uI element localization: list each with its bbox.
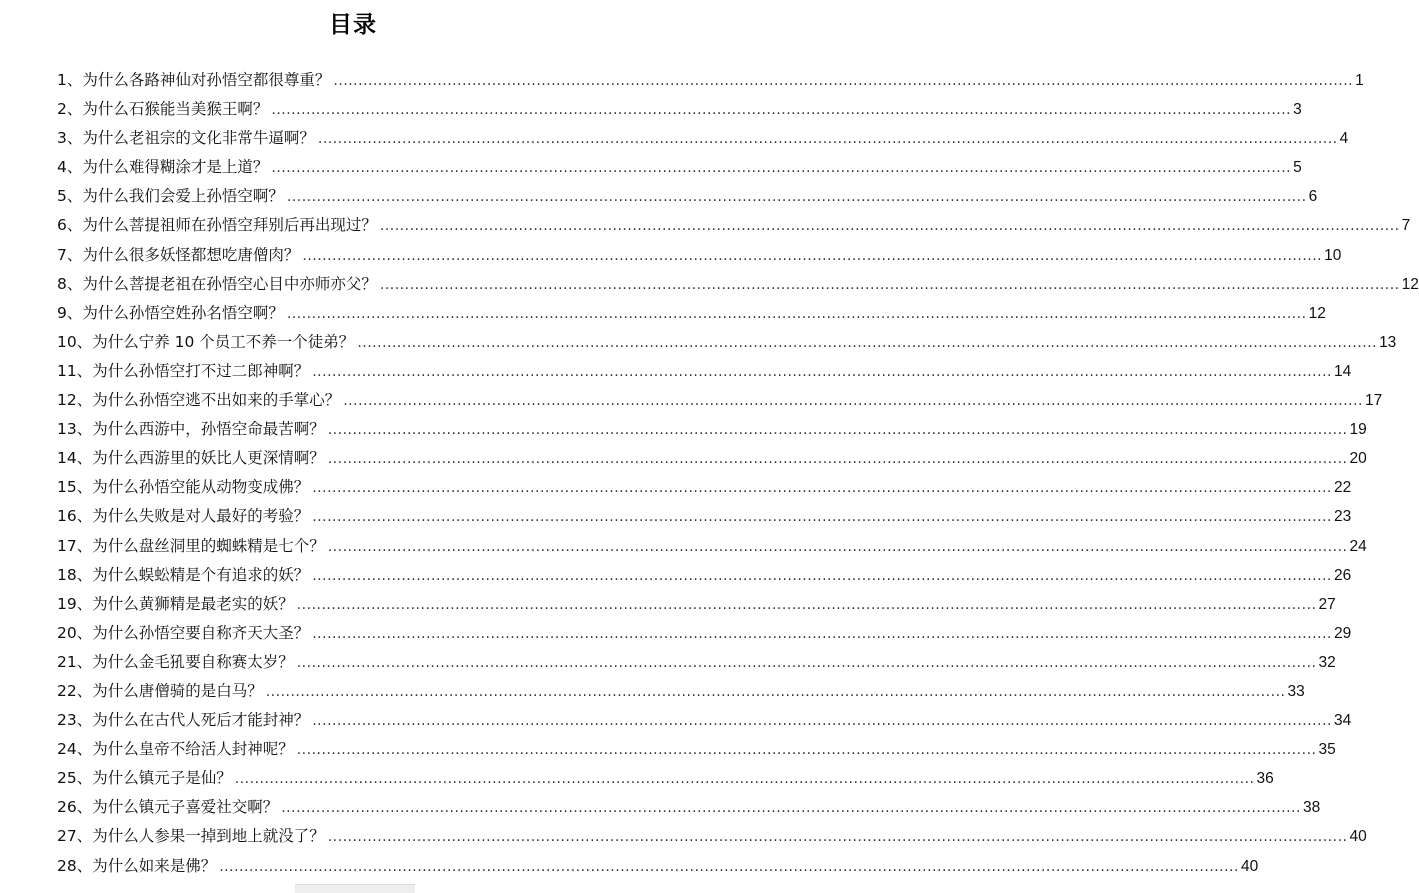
toc-entry-title: 1、为什么各路神仙对孙悟空都很尊重？ bbox=[57, 71, 331, 89]
toc-page-number: 3 bbox=[1293, 101, 1302, 119]
toc-entry-title: 5、为什么我们会爱上孙悟空啊？ bbox=[57, 187, 284, 206]
toc-page-number: 40 bbox=[1349, 828, 1367, 846]
toc-page-number: 29 bbox=[1333, 624, 1352, 642]
toc-dot-leader: .............................................................................................................................................................................................................. bbox=[327, 538, 1348, 555]
toc-page-number: 24 bbox=[1349, 537, 1367, 555]
toc-dot-leader: .............................................................................................................................................................................................................. bbox=[312, 509, 1332, 526]
toc-page-number: 22 bbox=[1333, 479, 1352, 497]
toc-dot-leader: .............................................................................................................................................................................................................. bbox=[296, 596, 1317, 613]
toc-dot-leader: .............................................................................................................................................................................................................. bbox=[296, 742, 1317, 759]
toc-entry bbox=[57, 95, 1302, 124]
toc-dot-leader: .............................................................................................................................................................................................................. bbox=[271, 160, 1292, 177]
toc-page-number: 27 bbox=[1318, 595, 1336, 613]
toc-entry-title: 24、为什么皇帝不给活人封神呢？ bbox=[57, 740, 294, 759]
toc-entry-title: 28、为什么如来是佛？ bbox=[57, 856, 217, 875]
toc-entry bbox=[57, 270, 1419, 299]
toc-entry bbox=[57, 561, 1352, 590]
toc-entry bbox=[57, 648, 1336, 677]
toc-dot-leader: .............................................................................................................................................................................................................. bbox=[327, 829, 1348, 846]
toc-dot-leader: .............................................................................................................................................................................................................. bbox=[296, 654, 1317, 671]
toc-entry-title: 21、为什么金毛犼要自称赛太岁？ bbox=[57, 652, 294, 671]
toc-entry-title: 22、为什么唐僧骑的是白马？ bbox=[57, 681, 263, 700]
toc-page-number: 7 bbox=[1401, 217, 1411, 235]
toc-dot-leader: .............................................................................................................................................................................................................. bbox=[286, 189, 1307, 206]
toc-page-number: 17 bbox=[1364, 392, 1383, 410]
toc-entry-title: 13、为什么西游中，孙悟空命最苦啊？ bbox=[57, 420, 325, 439]
toc-entry-title: 14、为什么西游里的妖比人更深情啊？ bbox=[57, 449, 325, 468]
toc-page-number: 32 bbox=[1318, 653, 1336, 671]
toc-dot-leader: .............................................................................................................................................................................................................. bbox=[302, 247, 1323, 264]
toc-entry bbox=[57, 182, 1318, 211]
toc-entry-title: 2、为什么石猴能当美猴王啊？ bbox=[57, 100, 269, 119]
toc-dot-leader: .............................................................................................................................................................................................................. bbox=[333, 73, 1354, 89]
toc-entry bbox=[57, 357, 1352, 386]
toc-entry-title: 4、为什么难得糊涂才是上道？ bbox=[57, 158, 269, 177]
toc-entry-title: 12、为什么孙悟空逃不出如来的手掌心？ bbox=[57, 391, 341, 410]
toc-dot-leader: .............................................................................................................................................................................................................. bbox=[271, 102, 1292, 119]
toc-entry-title: 18、为什么蜈蚣精是个有追求的妖？ bbox=[57, 565, 310, 584]
toc-page-number: 10 bbox=[1324, 246, 1342, 264]
toc-entry bbox=[57, 852, 1259, 881]
toc-dot-leader: .............................................................................................................................................................................................................. bbox=[379, 276, 1400, 293]
toc-entry-title: 15、为什么孙悟空能从动物变成佛？ bbox=[57, 478, 310, 497]
toc-entry bbox=[57, 299, 1326, 328]
toc-entry-title: 7、为什么很多妖怪都想吃唐僧肉？ bbox=[57, 245, 300, 264]
toc-entry bbox=[57, 153, 1302, 182]
toc-entry bbox=[57, 473, 1352, 502]
toc-dot-leader: .............................................................................................................................................................................................................. bbox=[327, 422, 1348, 439]
toc-page-number: 40 bbox=[1240, 857, 1259, 875]
toc-dot-leader: .............................................................................................................................................................................................................. bbox=[327, 451, 1348, 468]
toc-dot-leader: .............................................................................................................................................................................................................. bbox=[312, 480, 1332, 497]
toc-entry-title: 3、为什么老祖宗的文化非常牛逼啊？ bbox=[57, 129, 315, 148]
toc-dot-leader: .............................................................................................................................................................................................................. bbox=[379, 218, 1400, 235]
toc-dot-leader: .............................................................................................................................................................................................................. bbox=[357, 334, 1378, 351]
toc-dot-leader: .............................................................................................................................................................................................................. bbox=[265, 683, 1286, 700]
toc-entry bbox=[57, 444, 1367, 473]
toc-page-number: 33 bbox=[1287, 682, 1305, 700]
toc-page-number: 19 bbox=[1349, 421, 1367, 439]
toc-dot-leader: .............................................................................................................................................................................................................. bbox=[281, 800, 1301, 817]
page-bottom-edge bbox=[295, 884, 415, 893]
toc-page-number: 12 bbox=[1308, 304, 1326, 322]
toc-entry-title: 6、为什么菩提祖师在孙悟空拜别后再出现过？ bbox=[57, 216, 377, 235]
toc-entry bbox=[57, 502, 1352, 531]
toc-entry bbox=[57, 619, 1352, 648]
toc-dot-leader: .............................................................................................................................................................................................................. bbox=[312, 713, 1332, 730]
toc-entry-title: 19、为什么黄狮精是最老实的妖？ bbox=[57, 594, 294, 613]
toc-dot-leader: .............................................................................................................................................................................................................. bbox=[234, 771, 1255, 788]
toc-page-number: 6 bbox=[1308, 188, 1318, 206]
toc-entry bbox=[57, 822, 1367, 851]
toc-entry-title: 16、为什么失败是对人最好的考验？ bbox=[57, 507, 310, 526]
toc-entry bbox=[57, 415, 1367, 444]
toc-entry-title: 10、为什么宁养 10 个员工不养一个徒弟？ bbox=[57, 332, 355, 351]
toc-page-number: 23 bbox=[1333, 508, 1352, 526]
toc-page-number: 13 bbox=[1379, 333, 1397, 351]
toc-entry bbox=[57, 328, 1397, 357]
toc-page-number: 35 bbox=[1318, 741, 1336, 759]
toc-dot-leader: .............................................................................................................................................................................................................. bbox=[312, 567, 1332, 584]
toc-page-number: 12 bbox=[1401, 275, 1419, 293]
toc-entry bbox=[57, 590, 1336, 619]
toc-entry bbox=[57, 677, 1305, 706]
toc-page-number: 4 bbox=[1339, 130, 1349, 148]
toc-entry bbox=[57, 66, 1364, 95]
toc-page-number: 34 bbox=[1333, 712, 1352, 730]
toc-entry-title: 23、为什么在古代人死后才能封神？ bbox=[57, 711, 310, 730]
toc-entry bbox=[57, 124, 1349, 153]
toc-list bbox=[57, 66, 1419, 881]
toc-entry bbox=[57, 386, 1383, 415]
toc-dot-leader: .............................................................................................................................................................................................................. bbox=[317, 131, 1338, 148]
toc-entry-title: 20、为什么孙悟空要自称齐天大圣？ bbox=[57, 623, 310, 642]
toc-page-number: 26 bbox=[1333, 566, 1352, 584]
toc-page-number: 36 bbox=[1256, 770, 1274, 788]
toc-page-number: 14 bbox=[1333, 362, 1352, 380]
toc-entry-title: 9、为什么孙悟空姓孙名悟空啊？ bbox=[57, 303, 284, 322]
toc-entry bbox=[57, 735, 1336, 764]
toc-title: 目录 bbox=[329, 12, 377, 38]
toc-page-number: 20 bbox=[1349, 450, 1367, 468]
toc-dot-leader: .............................................................................................................................................................................................................. bbox=[312, 363, 1332, 380]
toc-dot-leader: .............................................................................................................................................................................................................. bbox=[343, 393, 1363, 410]
toc-entry-title: 27、为什么人参果一掉到地上就没了？ bbox=[57, 827, 325, 846]
toc-page-number: 5 bbox=[1293, 159, 1302, 177]
toc-entry-title: 26、为什么镇元子喜爱社交啊？ bbox=[57, 798, 279, 817]
toc-entry bbox=[57, 532, 1367, 561]
toc-dot-leader: .............................................................................................................................................................................................................. bbox=[286, 305, 1307, 322]
toc-dot-leader: .............................................................................................................................................................................................................. bbox=[312, 625, 1332, 642]
toc-entry-title: 17、为什么盘丝洞里的蜘蛛精是七个？ bbox=[57, 536, 325, 555]
toc-entry-title: 8、为什么菩提老祖在孙悟空心目中亦师亦父？ bbox=[57, 274, 377, 293]
toc-entry-title: 25、为什么镇元子是仙？ bbox=[57, 769, 232, 788]
toc-entry bbox=[57, 241, 1342, 270]
toc-dot-leader: .............................................................................................................................................................................................................. bbox=[219, 858, 1239, 875]
toc-entry-title: 11、为什么孙悟空打不过二郎神啊？ bbox=[57, 361, 310, 380]
toc-page-number: 1 bbox=[1355, 72, 1364, 89]
toc-entry bbox=[57, 764, 1274, 793]
toc-page-number: 38 bbox=[1302, 799, 1321, 817]
toc-entry bbox=[57, 211, 1411, 240]
toc-entry bbox=[57, 793, 1321, 822]
toc-entry bbox=[57, 706, 1352, 735]
